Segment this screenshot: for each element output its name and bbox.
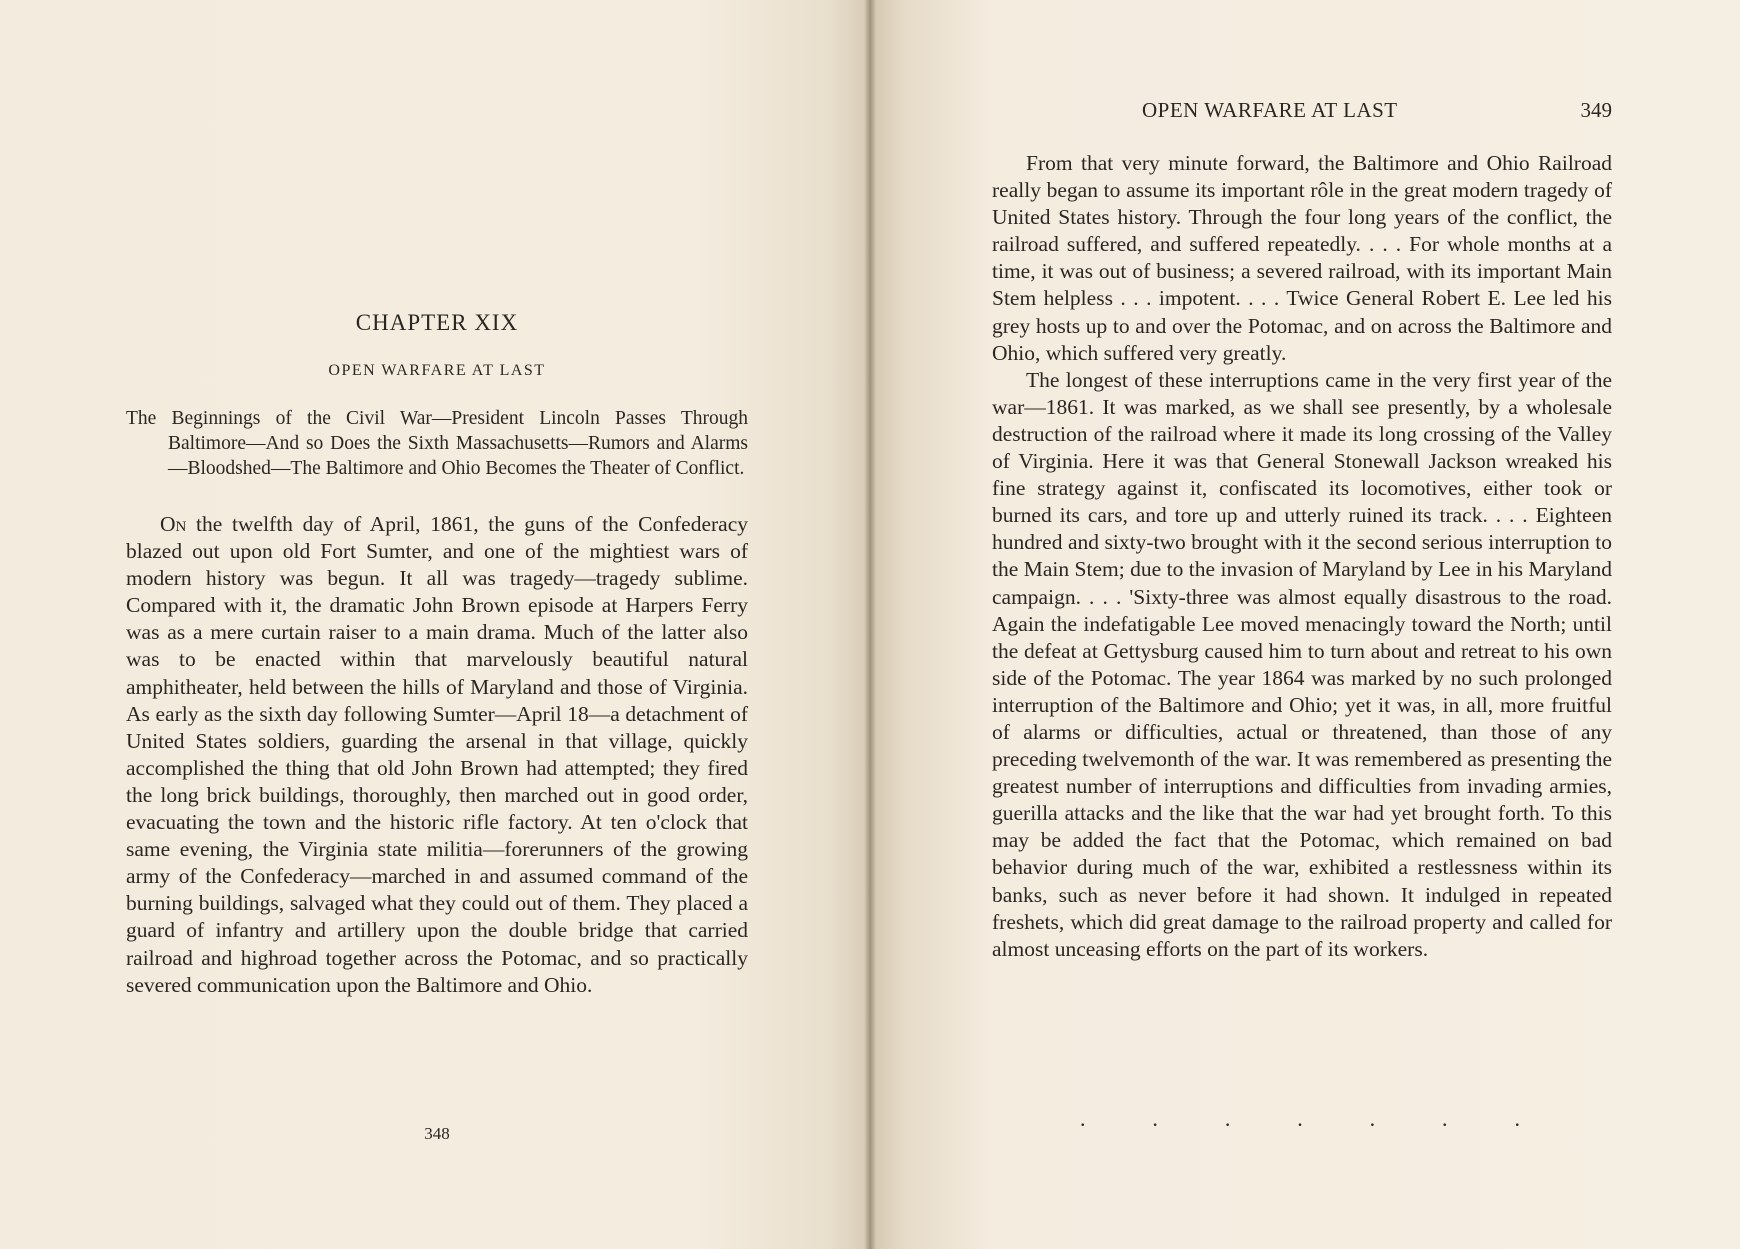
left-body-text: the twelfth day of April, 1861, the guns of the Confederacy blazed out upon old Fort Sumter, and one of the mightiest wars of modern history was begun. It all was tragedy—tragedy sublime. Compared with it, the dramatic John Brown episode at Harpers Ferry was as a mere curtain raiser to a main drama. Much of the latter also was to be enacted within that marvelously beautiful natural amphitheater, held between the hills of Maryland and those of Virginia. As early as the sixth day following Sumter—April 18—a detachment of United States soldiers, guarding the arsenal in that village, quickly accomplished the thing that old John Brown had attempted; they fired the long brick buildings, thoroughly, then marched out in good order, evacuating the town and the historic rifle factory. At ten o'clock that same evening, the Virginia state militia—forerunners of the growing army of the Confederacy—marched in and assumed command of the burning buildings, salvaged what they could out of them. They placed a guard of infantry and artillery upon the double bridge that carried railroad and highroad together across the Potomac, and so practically severed communication upon the Baltimore and Ohio. <box>126 512 748 997</box>
section-break-dot: . <box>1224 1106 1231 1131</box>
left-body-paragraph <box>126 511 748 999</box>
drop-word: On <box>160 512 187 536</box>
section-break-dot: . <box>1080 1106 1086 1131</box>
right-paragraph-2: The longest of these interruptions came in the very first year of the war—1861. It was marked, as we shall see presently, by a wholesale destruction of the railroad where it made its long crossing of the Valley of Virginia. Here it was that General Stonewall Jackson wreaked his fine strategy against it, confiscated its locomotives, either took or burned its cars, and tore up and utterly ruined its track. . . . Eighteen hundred and sixty-two brought with it the second serious interruption to the Main Stem; due to the invasion of Maryland by Lee in his Maryland campaign. . . . 'Sixty-three was almost equally disastrous to the road. Again the indefatigable Lee moved menacingly toward the North; until the defeat at Gettysburg caused him to turn about and retreat to his own side of the Potomac. The year 1864 was marked by no such prolonged interruption of the Baltimore and Ohio; yet it was, in all, more fruitful of alarms or difficulties, actual or threatened, than those of any preceding twelvemonth of the war. It was remembered as presenting the greatest number of interruptions and difficulties from invading armies, guerilla attacks and the like that the war had yet brought forth. To this may be added the fact that the Potomac, which remained on bad behavior during much of the war, exhibited a restlessness within its banks, such as never before it had shown. It indulged in repeated freshets, which did great damage to the railroad property and called for almost unceasing efforts on the part of its workers. <box>992 367 1612 961</box>
section-break-dot: . <box>1514 1106 1520 1131</box>
chapter-synopsis: The Beginnings of the Civil War—President Lincoln Passes Through Baltimore—And so Does the Sixth Massachusetts—Rumors and Alarms—Bloodshed—The Baltimore and Ohio Becomes the Theater of Conflict. <box>126 408 748 479</box>
running-head-title: OPEN WARFARE AT LAST <box>1142 98 1398 122</box>
right-paragraph-1: From that very minute forward, the Baltimore and Ohio Railroad really began to assume its important rôle in the great modern tragedy of United States history. Through the four long years of the conflict, the railroad suffered, and suffered repeatedly. . . . For whole months at a time, it was out of business; a severed railroad, with its important Main Stem helpless . . . impotent. . . . Twice General Robert E. Lee led his grey hosts up to and over the Potomac, and on across the Baltimore and Ohio, which suffered very greatly. <box>992 151 1612 365</box>
section-break-dot: . <box>1297 1106 1303 1131</box>
section-break <box>1080 1106 1520 1132</box>
right-page-number: 349 <box>1580 98 1612 122</box>
section-break-dot: . <box>1442 1106 1448 1131</box>
book-gutter <box>864 0 876 1249</box>
chapter-title: CHAPTER XIX <box>355 310 519 335</box>
chapter-subtitle: OPEN WARFARE AT LAST <box>328 362 546 379</box>
left-page-number: 348 <box>424 1124 450 1143</box>
section-break-dot: . <box>1152 1106 1158 1131</box>
right-page-text <box>992 150 1612 963</box>
section-break-dot: . <box>1369 1106 1376 1131</box>
running-head <box>992 98 1612 128</box>
left-page-text <box>126 310 748 999</box>
